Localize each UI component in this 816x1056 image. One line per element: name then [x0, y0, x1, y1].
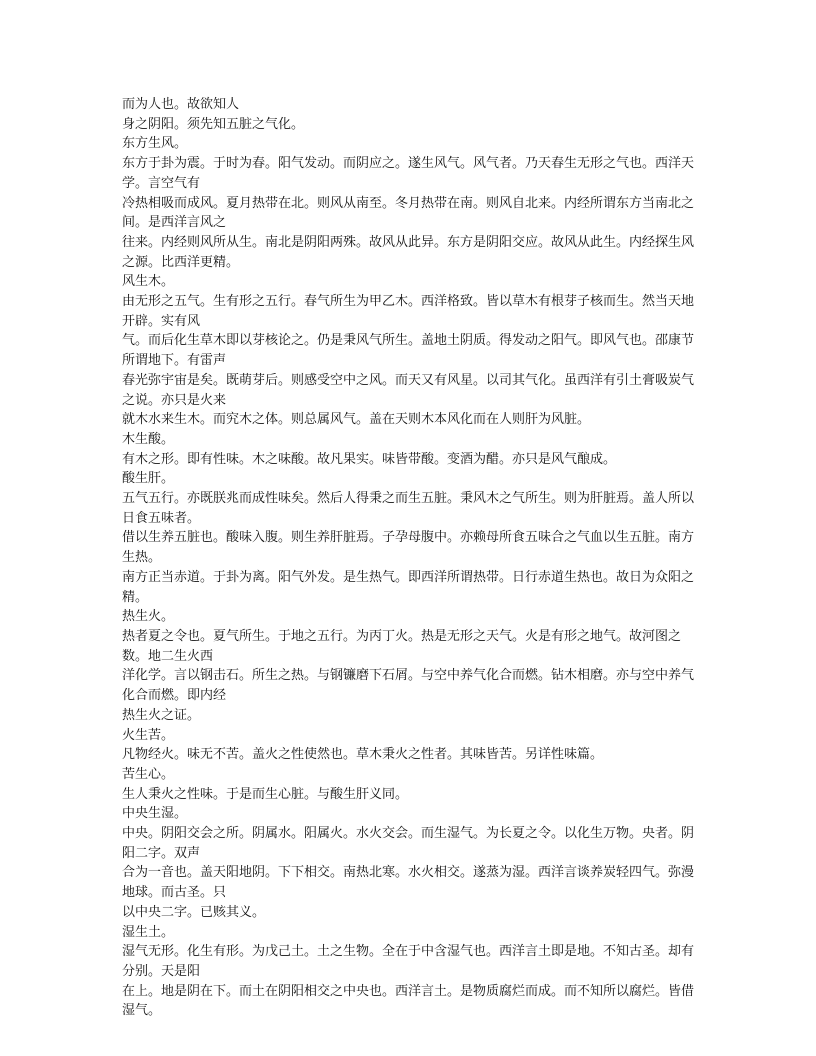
text-line: 南方正当赤道。于卦为离。阳气外发。是生热气。即西洋所谓热带。日行赤道生热也。故日为众阳之精。: [122, 569, 695, 605]
text-line: 冷热相吸而成风。夏月热带在北。则风从南至。冬月热带在南。则风自北来。内经所谓东方当南北之间。是西洋言风之: [122, 195, 695, 231]
section-heading: 火生苦。: [122, 727, 175, 743]
text-line: 东方于卦为震。于时为春。阳气发动。而阴应之。遂生风气。风气者。乃天春生无形之气也。西洋天学。言空气有: [122, 156, 695, 191]
text-line: 往来。内经则风所从生。南北是阴阳两殊。故风从此异。东方是阴阳交应。故风从此生。内经探生风之源。比西洋更精。: [122, 234, 695, 270]
text-line: 以中央二字。已赅其义。: [122, 904, 266, 920]
text-line: 而为人也。故欲知人: [122, 97, 240, 112]
text-line: 有木之形。即有性味。木之味酸。故凡果实。味皆带酸。变酒为醋。亦只是风气酿成。: [122, 451, 617, 467]
section-heading: 湿生土。: [122, 924, 175, 940]
document-page: [122, 95, 694, 1021]
text-line: 气。而后化生草木即以芽核论之。仍是秉风气所生。盖地土阴质。得发动之阳气。即风气也。邵康节所谓地下。有雷声: [122, 333, 695, 369]
text-line: 合为一音也。盖天阳地阴。下下相交。南热北寒。水火相交。遂蒸为湿。西洋言谈养炭轻四气。弥漫地球。而古圣。只: [122, 865, 695, 901]
section-heading: 酸生肝。: [122, 471, 175, 487]
text-line: 五气五行。亦既朕兆而成性味矣。然后人得秉之而生五脏。秉风木之气所生。则为肝脏焉。盖人所以日食五味者。: [122, 491, 695, 526]
text-line: 热生火之证。: [122, 707, 201, 723]
text-line: 由无形之五气。生有形之五行。春气所生为甲乙木。西洋格致。皆以草木有根芽子核而生。然当天地开辟。实有风: [122, 294, 695, 329]
text-line: 中央。阴阳交会之所。阴属水。阳属火。水火交会。而生湿气。为长夏之令。以化生万物。央者。阴阳二字。双声: [122, 826, 695, 861]
text-line: 湿气无形。化生有形。为戊己土。土之生物。全在于中含湿气也。西洋言土即是地。不知古圣。却有分别。天是阳: [122, 944, 695, 979]
section-heading: 中央生湿。: [122, 806, 188, 822]
section-heading: 苦生心。: [122, 766, 175, 782]
section-heading: 热生火。: [122, 609, 175, 625]
text-line: 就木水来生木。而究木之体。则总属风气。盖在天则木本风化而在人则肝为风脏。: [122, 412, 591, 428]
text-line: 凡物经火。味无不苦。盖火之性使然也。草木秉火之性者。其味皆苦。另详性味篇。: [122, 747, 604, 763]
text-line: 热者夏之令也。夏气所生。于地之五行。为丙丁火。热是无形之天气。火是有形之地气。故河图之数。地二生火西: [122, 628, 682, 664]
section-heading: 东方生风。: [122, 136, 188, 152]
text-line: 洋化学。言以钢击石。所生之热。与钢镰磨下石屑。与空中养气化合而燃。钻木相磨。亦与空中养气化合而燃。即内经: [122, 668, 695, 704]
text-line: 生人秉火之性味。于是而生心脏。与酸生肝义同。: [122, 786, 409, 802]
section-heading: 风生木。: [122, 274, 175, 290]
text-line: 春光弥宇宙是矣。既萌芽后。则感受空中之风。而天又有风星。以司其气化。虽西洋有引土膏吸炭气之说。亦只是火来: [122, 372, 695, 408]
text-line: 身之阴阳。须先知五脏之气化。: [122, 116, 305, 132]
text-line: 在上。地是阴在下。而土在阴阳相交之中央也。西洋言土。是物质腐烂而成。而不知所以腐烂。皆借湿气。: [122, 983, 695, 1019]
section-heading: 木生酸。: [122, 431, 175, 447]
text-line: 借以生养五脏也。酸味入腹。则生养肝脏焉。子孕母腹中。亦赖母所食五味合之气血以生五脏。南方生热。: [122, 530, 695, 566]
